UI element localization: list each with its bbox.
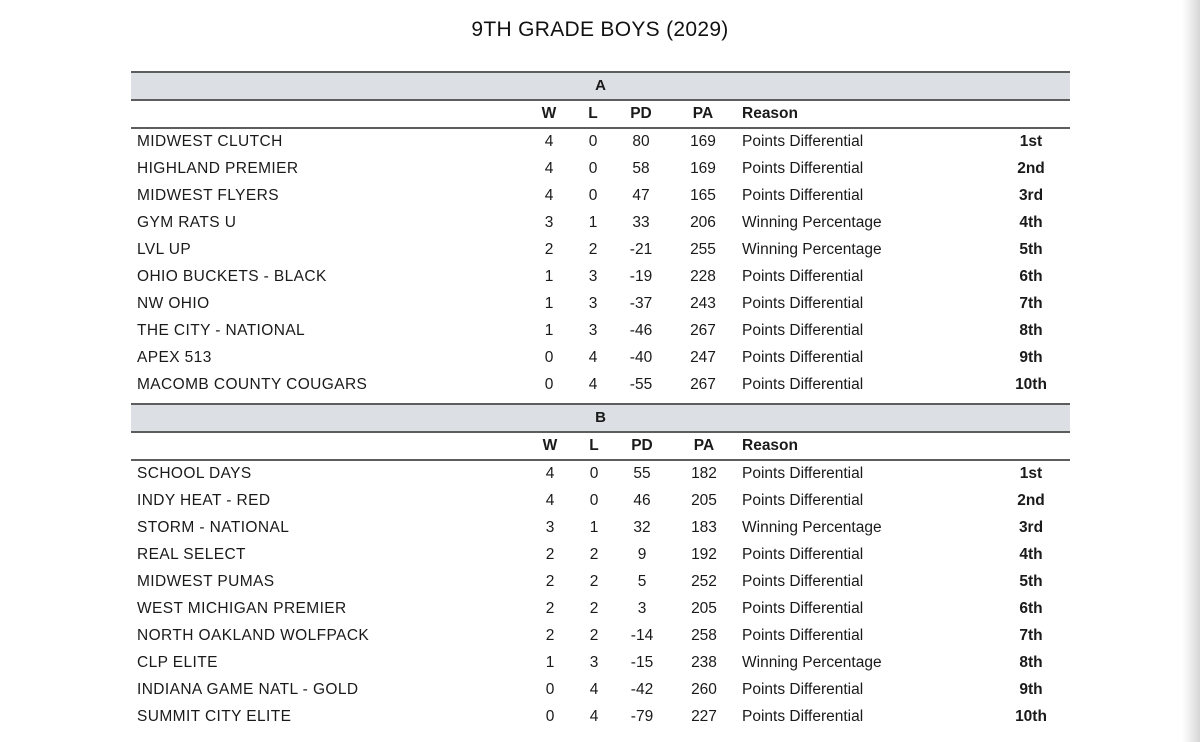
losses-cell: 3 [588, 322, 598, 339]
wins-cell: 2 [545, 627, 555, 644]
rank-cell: 2nd [1017, 160, 1045, 177]
point-diff-cell: 80 [632, 133, 650, 150]
losses-cell: 3 [588, 295, 598, 312]
wins-cell: 2 [545, 600, 555, 617]
point-diff-cell: 46 [633, 492, 651, 509]
tiebreak-reason-cell: Points Differential [742, 465, 864, 482]
tiebreak-reason-cell: Winning Percentage [742, 241, 882, 258]
point-diff-cell: 3 [637, 600, 647, 617]
team-name: INDIANA GAME NATL - GOLD [137, 681, 359, 698]
point-diff-cell: 47 [632, 187, 650, 204]
column-header-pa: PA [693, 437, 715, 454]
losses-cell: 1 [589, 519, 599, 536]
team-name: HIGHLAND PREMIER [137, 160, 299, 177]
wins-cell: 1 [544, 295, 554, 312]
standings-group-a [131, 71, 1070, 399]
rank-cell: 5th [1019, 241, 1043, 258]
points-against-cell: 247 [690, 349, 716, 366]
points-against-cell: 238 [691, 654, 717, 671]
losses-cell: 0 [588, 187, 598, 204]
team-name: MIDWEST PUMAS [137, 573, 275, 590]
column-header-w: W [541, 105, 557, 122]
points-against-cell: 255 [690, 241, 716, 258]
tiebreak-reason-cell: Points Differential [742, 268, 864, 285]
point-diff-cell: -15 [630, 654, 654, 671]
group-rows [131, 129, 1070, 399]
wins-cell: 4 [544, 187, 554, 204]
points-against-cell: 267 [690, 376, 716, 393]
wins-cell: 2 [545, 546, 555, 563]
wins-cell: 4 [544, 133, 554, 150]
team-name: OHIO BUCKETS - BLACK [137, 268, 327, 285]
table-row [131, 264, 1070, 291]
rank-cell: 10th [1015, 376, 1047, 393]
tiebreak-reason-cell: Winning Percentage [742, 654, 882, 671]
points-against-cell: 205 [691, 492, 717, 509]
table-row [131, 183, 1070, 210]
team-name: LVL UP [137, 241, 192, 258]
point-diff-cell: 58 [632, 160, 650, 177]
point-diff-cell: 32 [633, 519, 651, 536]
rank-cell: 10th [1015, 708, 1047, 725]
table-row [131, 237, 1070, 264]
rank-cell: 1st [1019, 133, 1043, 150]
table-row [131, 345, 1070, 372]
table-row [131, 542, 1070, 569]
rank-cell: 3rd [1018, 519, 1044, 536]
wins-cell: 1 [545, 654, 555, 671]
table-row [131, 156, 1070, 183]
team-name: MIDWEST FLYERS [137, 187, 279, 204]
rank-cell: 7th [1019, 627, 1043, 644]
team-name: STORM - NATIONAL [137, 519, 290, 536]
page-edge-shadow [1182, 0, 1200, 742]
point-diff-cell: 5 [637, 573, 647, 590]
losses-cell: 4 [588, 349, 598, 366]
losses-cell: 0 [588, 133, 598, 150]
rank-cell: 6th [1019, 600, 1043, 617]
wins-cell: 3 [545, 519, 555, 536]
wins-cell: 2 [544, 241, 554, 258]
rank-cell: 4th [1019, 214, 1043, 231]
points-against-cell: 183 [691, 519, 717, 536]
losses-cell: 2 [589, 546, 599, 563]
group-rows [131, 461, 1070, 731]
point-diff-cell: -55 [629, 376, 653, 393]
tiebreak-reason-cell: Points Differential [742, 492, 864, 509]
points-against-cell: 243 [690, 295, 716, 312]
points-against-cell: 267 [690, 322, 716, 339]
team-name: MACOMB COUNTY COUGARS [137, 376, 368, 393]
tiebreak-reason-cell: Points Differential [742, 627, 864, 644]
points-against-cell: 182 [691, 465, 717, 482]
team-name: MIDWEST CLUTCH [137, 133, 283, 150]
rank-cell: 7th [1019, 295, 1043, 312]
tiebreak-reason-cell: Winning Percentage [742, 214, 882, 231]
column-header-row [131, 433, 1070, 461]
table-row [131, 623, 1070, 650]
points-against-cell: 228 [690, 268, 716, 285]
tiebreak-reason-cell: Points Differential [742, 573, 864, 590]
rank-cell: 8th [1019, 654, 1043, 671]
points-against-cell: 169 [690, 133, 716, 150]
point-diff-cell: 9 [637, 546, 647, 563]
page-title: 9TH GRADE BOYS (2029) [471, 18, 729, 41]
team-name: THE CITY - NATIONAL [137, 322, 306, 339]
points-against-cell: 169 [690, 160, 716, 177]
wins-cell: 1 [544, 322, 554, 339]
point-diff-cell: -37 [629, 295, 653, 312]
team-name: SCHOOL DAYS [137, 465, 252, 482]
wins-cell: 4 [545, 492, 555, 509]
losses-cell: 0 [588, 160, 598, 177]
points-against-cell: 258 [691, 627, 717, 644]
team-name: SUMMIT CITY ELITE [137, 708, 292, 725]
wins-cell: 0 [544, 376, 554, 393]
team-name: REAL SELECT [137, 546, 246, 563]
table-row [131, 291, 1070, 318]
tiebreak-reason-cell: Points Differential [742, 160, 864, 177]
losses-cell: 0 [589, 465, 599, 482]
column-header-w: W [542, 437, 558, 454]
table-row [131, 318, 1070, 345]
table-row [131, 596, 1070, 623]
wins-cell: 3 [544, 214, 554, 231]
team-name: APEX 513 [137, 349, 212, 366]
tiebreak-reason-cell: Points Differential [742, 546, 864, 563]
wins-cell: 4 [544, 160, 554, 177]
team-name: INDY HEAT - RED [137, 492, 271, 509]
losses-cell: 2 [588, 241, 598, 258]
group-header: B [131, 403, 1070, 433]
team-name: GYM RATS U [137, 214, 237, 231]
losses-cell: 4 [589, 681, 599, 698]
points-against-cell: 165 [690, 187, 716, 204]
wins-cell: 4 [545, 465, 555, 482]
table-row [131, 704, 1070, 731]
table-row [131, 569, 1070, 596]
points-against-cell: 192 [691, 546, 717, 563]
wins-cell: 0 [545, 681, 555, 698]
rank-cell: 9th [1019, 681, 1043, 698]
column-header-l: L [588, 105, 598, 122]
losses-cell: 4 [589, 708, 599, 725]
tiebreak-reason-cell: Winning Percentage [742, 519, 882, 536]
losses-cell: 2 [589, 573, 599, 590]
losses-cell: 3 [589, 654, 599, 671]
losses-cell: 2 [589, 600, 599, 617]
table-row [131, 650, 1070, 677]
table-row [131, 515, 1070, 542]
points-against-cell: 227 [691, 708, 717, 725]
table-row [131, 677, 1070, 704]
losses-cell: 4 [588, 376, 598, 393]
rank-cell: 4th [1019, 546, 1043, 563]
point-diff-cell: -40 [629, 349, 653, 366]
table-row [131, 210, 1070, 237]
team-name: NW OHIO [137, 295, 210, 312]
column-header-row [131, 101, 1070, 129]
column-header-l: L [589, 437, 599, 454]
team-name: CLP ELITE [137, 654, 218, 671]
wins-cell: 1 [544, 268, 554, 285]
tiebreak-reason-cell: Points Differential [742, 133, 864, 150]
wins-cell: 0 [545, 708, 555, 725]
losses-cell: 1 [588, 214, 598, 231]
table-row [131, 488, 1070, 515]
point-diff-cell: -14 [630, 627, 654, 644]
wins-cell: 0 [544, 349, 554, 366]
column-header-reason: Reason [742, 437, 798, 454]
tiebreak-reason-cell: Points Differential [742, 708, 864, 725]
point-diff-cell: 33 [632, 214, 650, 231]
column-header-pd: PD [631, 437, 653, 454]
rank-cell: 2nd [1017, 492, 1045, 509]
column-header-pd: PD [630, 105, 652, 122]
rank-cell: 3rd [1018, 187, 1044, 204]
team-name: WEST MICHIGAN PREMIER [137, 600, 347, 617]
point-diff-cell: -79 [630, 708, 654, 725]
rank-cell: 6th [1019, 268, 1043, 285]
table-row [131, 129, 1070, 156]
losses-cell: 2 [589, 627, 599, 644]
tiebreak-reason-cell: Points Differential [742, 349, 864, 366]
points-against-cell: 252 [691, 573, 717, 590]
tiebreak-reason-cell: Points Differential [742, 187, 864, 204]
rank-cell: 8th [1019, 322, 1043, 339]
point-diff-cell: -21 [629, 241, 653, 258]
wins-cell: 2 [545, 573, 555, 590]
losses-cell: 3 [588, 268, 598, 285]
points-against-cell: 205 [691, 600, 717, 617]
rank-cell: 5th [1019, 573, 1043, 590]
rank-cell: 9th [1019, 349, 1043, 366]
tiebreak-reason-cell: Points Differential [742, 376, 864, 393]
point-diff-cell: 55 [633, 465, 651, 482]
standings-group-b [131, 403, 1070, 731]
points-against-cell: 260 [691, 681, 717, 698]
point-diff-cell: -46 [629, 322, 653, 339]
tiebreak-reason-cell: Points Differential [742, 681, 864, 698]
column-header-pa: PA [692, 105, 714, 122]
losses-cell: 0 [589, 492, 599, 509]
team-name: NORTH OAKLAND WOLFPACK [137, 627, 370, 644]
table-row [131, 372, 1070, 399]
tiebreak-reason-cell: Points Differential [742, 322, 864, 339]
table-row [131, 461, 1070, 488]
rank-cell: 1st [1019, 465, 1043, 482]
points-against-cell: 206 [690, 214, 716, 231]
column-header-reason: Reason [742, 105, 798, 122]
point-diff-cell: -19 [629, 268, 653, 285]
tiebreak-reason-cell: Points Differential [742, 600, 864, 617]
group-header: A [131, 71, 1070, 101]
point-diff-cell: -42 [630, 681, 654, 698]
tiebreak-reason-cell: Points Differential [742, 295, 864, 312]
